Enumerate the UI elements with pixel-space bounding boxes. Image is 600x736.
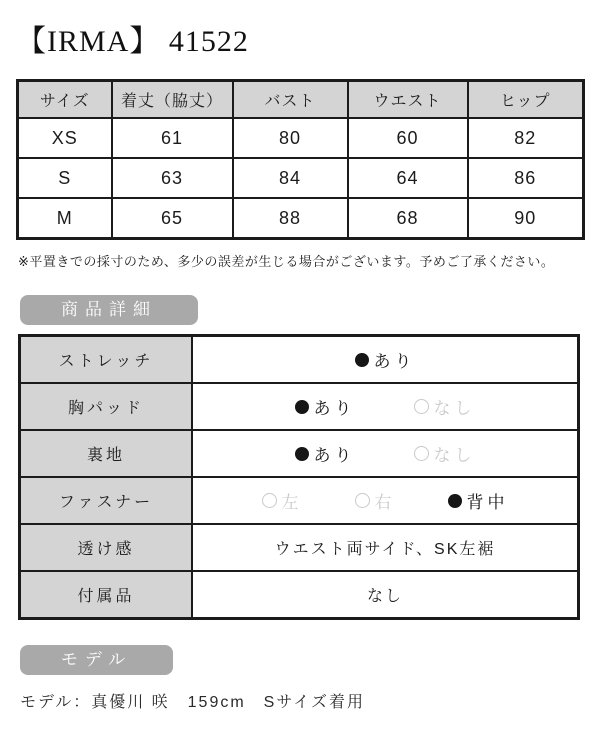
details-row-label: 透け感 <box>20 524 193 571</box>
details-row-value: ウエスト両サイド、SK左裾 <box>192 524 579 571</box>
options-group <box>194 441 576 466</box>
radio-selected-icon <box>295 400 309 414</box>
option-label: 背中 <box>466 493 509 512</box>
size-table <box>16 79 585 240</box>
size-table-header-cell: ヒップ <box>468 81 584 119</box>
option-selected <box>355 347 416 372</box>
measurement-cell: 64 <box>348 158 468 198</box>
details-row-value <box>192 477 579 524</box>
measurement-cell: 84 <box>233 158 348 198</box>
size-table-header-cell: バスト <box>233 81 348 119</box>
radio-selected-icon <box>448 494 462 508</box>
measurement-cell: 88 <box>233 198 348 239</box>
size-table-body <box>18 118 584 239</box>
details-row-label: ファスナー <box>20 477 193 524</box>
size-table-header-row <box>18 81 584 119</box>
size-table-row <box>18 158 584 198</box>
option-label: あり <box>373 352 416 371</box>
details-table-body <box>20 336 579 619</box>
measurement-cell: 65 <box>112 198 233 239</box>
measurement-note: ※平置きでの採寸のため、多少の誤差が生じる場合がございます。予めご了承ください。 <box>18 254 555 269</box>
details-row-value <box>192 430 579 477</box>
option-unselected <box>414 441 476 466</box>
measurement-cell: 82 <box>468 118 584 158</box>
details-row-label: 付属品 <box>20 571 193 619</box>
option-label: 左 <box>281 493 303 512</box>
radio-unselected-icon <box>262 493 277 508</box>
measurement-cell: 86 <box>468 158 584 198</box>
size-table-row <box>18 198 584 239</box>
size-table-header-cell: サイズ <box>18 81 112 119</box>
option-unselected <box>355 488 396 513</box>
details-table <box>18 334 580 620</box>
size-label-cell: S <box>18 158 112 198</box>
radio-unselected-icon <box>414 399 429 414</box>
option-unselected <box>262 488 303 513</box>
model-section-heading: モデル <box>20 645 173 675</box>
radio-selected-icon <box>295 447 309 461</box>
measurement-cell: 90 <box>468 198 584 239</box>
size-label-cell: M <box>18 198 112 239</box>
measurement-cell: 68 <box>348 198 468 239</box>
details-row-label: ストレッチ <box>20 336 193 384</box>
details-row <box>20 571 579 619</box>
option-label: なし <box>433 399 476 418</box>
details-row <box>20 336 579 384</box>
option-label: あり <box>313 399 356 418</box>
details-row-value <box>192 336 579 384</box>
size-table-row <box>18 118 584 158</box>
model-info: モデル：真優川 咲 159cm Sサイズ着用 <box>20 694 366 711</box>
option-label: あり <box>313 446 356 465</box>
radio-unselected-icon <box>355 493 370 508</box>
measurement-cell: 80 <box>233 118 348 158</box>
option-label: なし <box>433 446 476 465</box>
size-table-header-cell: ウエスト <box>348 81 468 119</box>
measurement-cell: 60 <box>348 118 468 158</box>
details-row-value <box>192 383 579 430</box>
radio-unselected-icon <box>414 446 429 461</box>
option-unselected <box>414 394 476 419</box>
radio-selected-icon <box>355 353 369 367</box>
option-selected <box>295 441 356 466</box>
option-label: 右 <box>374 493 396 512</box>
size-label-cell: XS <box>18 118 112 158</box>
options-group <box>194 394 576 419</box>
option-selected <box>295 394 356 419</box>
details-row-label: 裏地 <box>20 430 193 477</box>
details-row <box>20 383 579 430</box>
details-row-value: なし <box>192 571 579 619</box>
details-row-label: 胸パッド <box>20 383 193 430</box>
details-row <box>20 430 579 477</box>
size-table-header-cell: 着丈（脇丈） <box>112 81 233 119</box>
options-group <box>194 488 576 513</box>
measurement-cell: 63 <box>112 158 233 198</box>
details-row <box>20 477 579 524</box>
option-selected <box>448 488 509 513</box>
details-row <box>20 524 579 571</box>
options-group <box>194 347 576 372</box>
page-title: 【IRMA】 41522 <box>16 25 249 58</box>
measurement-cell: 61 <box>112 118 233 158</box>
details-section-heading: 商品詳細 <box>20 295 198 325</box>
